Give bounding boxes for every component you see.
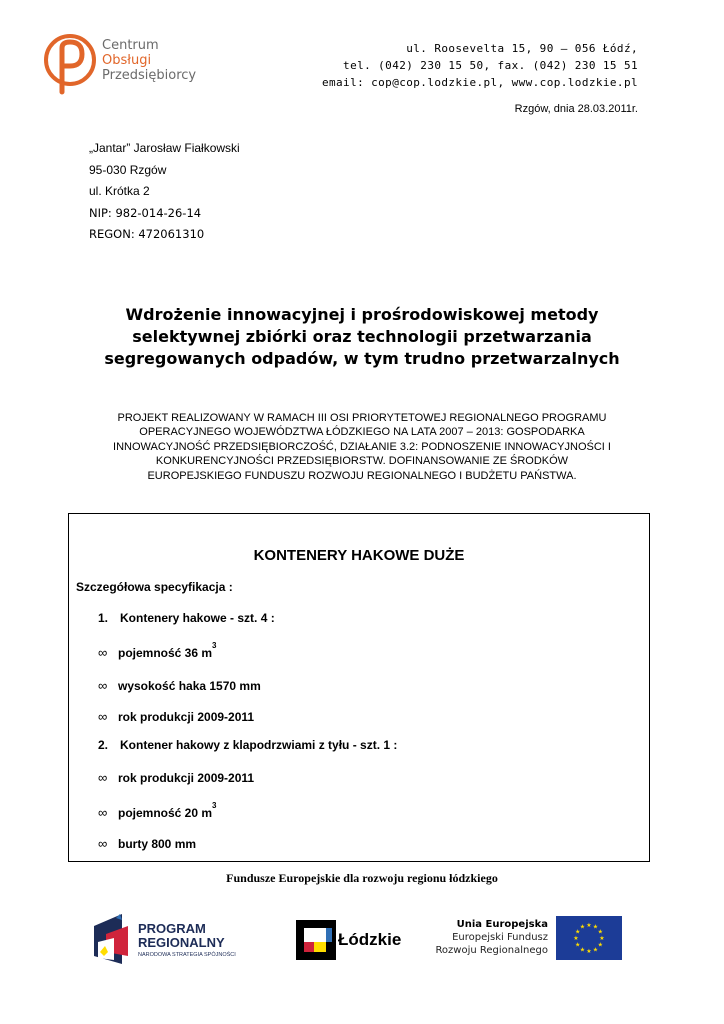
program-regionalny-logo	[92, 912, 262, 968]
infinity-bullet-icon: ∞	[98, 836, 108, 851]
eu-logo-line3: Rozwoju Regionalnego	[435, 945, 548, 956]
lodzkie-logo	[296, 920, 406, 960]
program-regionalny-mark-icon	[92, 912, 136, 968]
eu-logo-line2: Europejski Fundusz	[452, 932, 548, 943]
spec-item-1	[98, 611, 275, 625]
project-line3: INNOWACYJNOŚĆ PRZEDSIĘBIORCZOŚĆ, DZIAŁANIE 3.2: PODNOSZENIE INNOWACYJNOŚCI I	[113, 440, 611, 453]
contact-phone: tel. (042) 230 15 50, fax. (042) 230 15 51	[343, 59, 638, 72]
title-line2: selektywnej zbiórki oraz technologii przetwarzania	[132, 327, 592, 346]
eu-star-icon: ★	[573, 936, 579, 942]
spec-label: Szczegółowa specyfikacja :	[76, 580, 233, 594]
spec-item-2-capacity	[98, 801, 217, 820]
spec-item-2-year	[98, 770, 254, 785]
eu-star-icon: ★	[592, 924, 599, 931]
eu-star-icon: ★	[586, 923, 592, 929]
project-line4: KONKURENCYJNOŚCI PRZEDSIĘBIORSTW. DOFINANSOWANIE ZE ŚRODKÓW	[155, 455, 569, 468]
spec-item-2-sides	[98, 836, 196, 851]
recipient-name: „Jantar” Jarosław Fiałkowski	[89, 141, 240, 155]
spec-item-2-number: 2.	[98, 738, 109, 752]
eu-logo-text	[435, 918, 548, 957]
cop-logo-text	[102, 38, 196, 83]
eu-star-icon: ★	[597, 929, 603, 936]
document-title	[60, 304, 664, 370]
eu-star-icon: ★	[599, 936, 605, 942]
spec-item-1-year-text: rok produkcji 2009-2011	[118, 710, 255, 724]
eu-star-icon: ★	[575, 929, 581, 936]
spec-item-2	[98, 738, 397, 752]
cop-logo-line3: Przedsiębiorcy	[102, 68, 197, 83]
contact-email: email: cop@cop.lodzkie.pl, www.cop.lodzkie.pl	[321, 76, 638, 89]
lodzkie-logo-text: Łódzkie	[338, 930, 402, 949]
eu-star-icon: ★	[592, 947, 599, 954]
eu-flag-icon	[556, 916, 622, 960]
contact-block	[322, 40, 638, 91]
cop-logo-mark-icon	[42, 30, 100, 96]
infinity-bullet-icon: ∞	[98, 805, 108, 820]
project-line1: PROJEKT REALIZOWANY W RAMACH III OSI PRIORYTETOWEJ REGIONALNEGO PROGRAMU	[117, 412, 607, 424]
spec-item-2-year-text: rok produkcji 2009-2011	[118, 771, 255, 785]
eu-star-icon: ★	[597, 942, 603, 949]
recipient-block	[89, 138, 240, 246]
title-line1: Wdrożenie innowacyjnej i prośrodowiskowej metody	[125, 305, 599, 324]
contact-address: ul. Roosevelta 15, 90 – 056 Łódź,	[406, 42, 638, 55]
program-logo-line2: REGIONALNY	[138, 935, 225, 950]
program-logo-subtitle: NARODOWA STRATEGIA SPÓJNOŚCI	[138, 952, 236, 958]
spec-item-2-title: Kontener hakowy z klapodrzwiami z tyłu - szt. 1 :	[120, 738, 398, 752]
spec-item-1-capacity-sup: 3	[212, 641, 217, 650]
eu-star-icon: ★	[575, 942, 581, 949]
recipient-nip: NIP: 982-014-26-14	[89, 205, 202, 220]
spec-item-1-hook-height-text: wysokość haka 1570 mm	[118, 679, 261, 693]
infinity-bullet-icon: ∞	[98, 709, 108, 724]
program-logo-text	[138, 922, 225, 950]
program-logo-line1: PROGRAM	[138, 921, 206, 936]
spec-item-1-title: Kontenery hakowe - szt. 4 :	[120, 611, 275, 625]
letter-date: Rzgów, dnia 28.03.2011r.	[514, 103, 638, 115]
infinity-bullet-icon: ∞	[98, 770, 108, 785]
spec-item-1-hook-height	[98, 678, 261, 693]
eu-star-icon: ★	[579, 947, 586, 954]
cop-logo-line2: Obsługi	[102, 53, 152, 68]
spec-item-1-capacity	[98, 641, 217, 660]
spec-item-1-number: 1.	[98, 611, 109, 625]
spec-item-2-capacity-text: pojemność 20 m	[118, 806, 213, 820]
project-line5: EUROPEJSKIEGO FUNDUSZU ROZWOJU REGIONALNEGO I BUDŻETU PAŃSTWA.	[147, 469, 577, 482]
cop-logo-line1: Centrum	[102, 38, 159, 53]
spec-item-1-year	[98, 709, 254, 724]
recipient-street: ul. Krótka 2	[89, 184, 150, 198]
recipient-city: 95-030 Rzgów	[89, 162, 167, 177]
infinity-bullet-icon: ∞	[98, 645, 108, 660]
eu-star-icon: ★	[586, 949, 592, 955]
lodzkie-mark-icon	[296, 920, 336, 960]
cop-logo	[42, 30, 197, 96]
spec-item-1-capacity-text: pojemność 36 m	[118, 646, 213, 660]
eu-logo-line1: Unia Europejska	[456, 919, 548, 930]
infinity-bullet-icon: ∞	[98, 678, 108, 693]
project-description	[80, 411, 644, 483]
spec-item-2-capacity-sup: 3	[212, 801, 217, 810]
footer-funding-text: Fundusze Europejskie dla rozwoju regionu łódzkiego	[226, 871, 498, 885]
eu-logo	[430, 916, 626, 964]
title-line3: segregowanych odpadów, w tym trudno przetwarzalnych	[104, 349, 620, 368]
spec-item-2-sides-text: burty 800 mm	[118, 837, 197, 851]
specification-box	[68, 513, 650, 862]
eu-star-icon: ★	[579, 924, 586, 931]
recipient-regon: REGON: 472061310	[89, 227, 205, 241]
spec-heading: KONTENERY HAKOWE DUŻE	[253, 547, 465, 564]
project-line2: OPERACYJNEGO WOJEWÓDZTWA ŁÓDZKIEGO NA LATA 2007 – 2013: GOSPODARKA	[139, 426, 585, 439]
